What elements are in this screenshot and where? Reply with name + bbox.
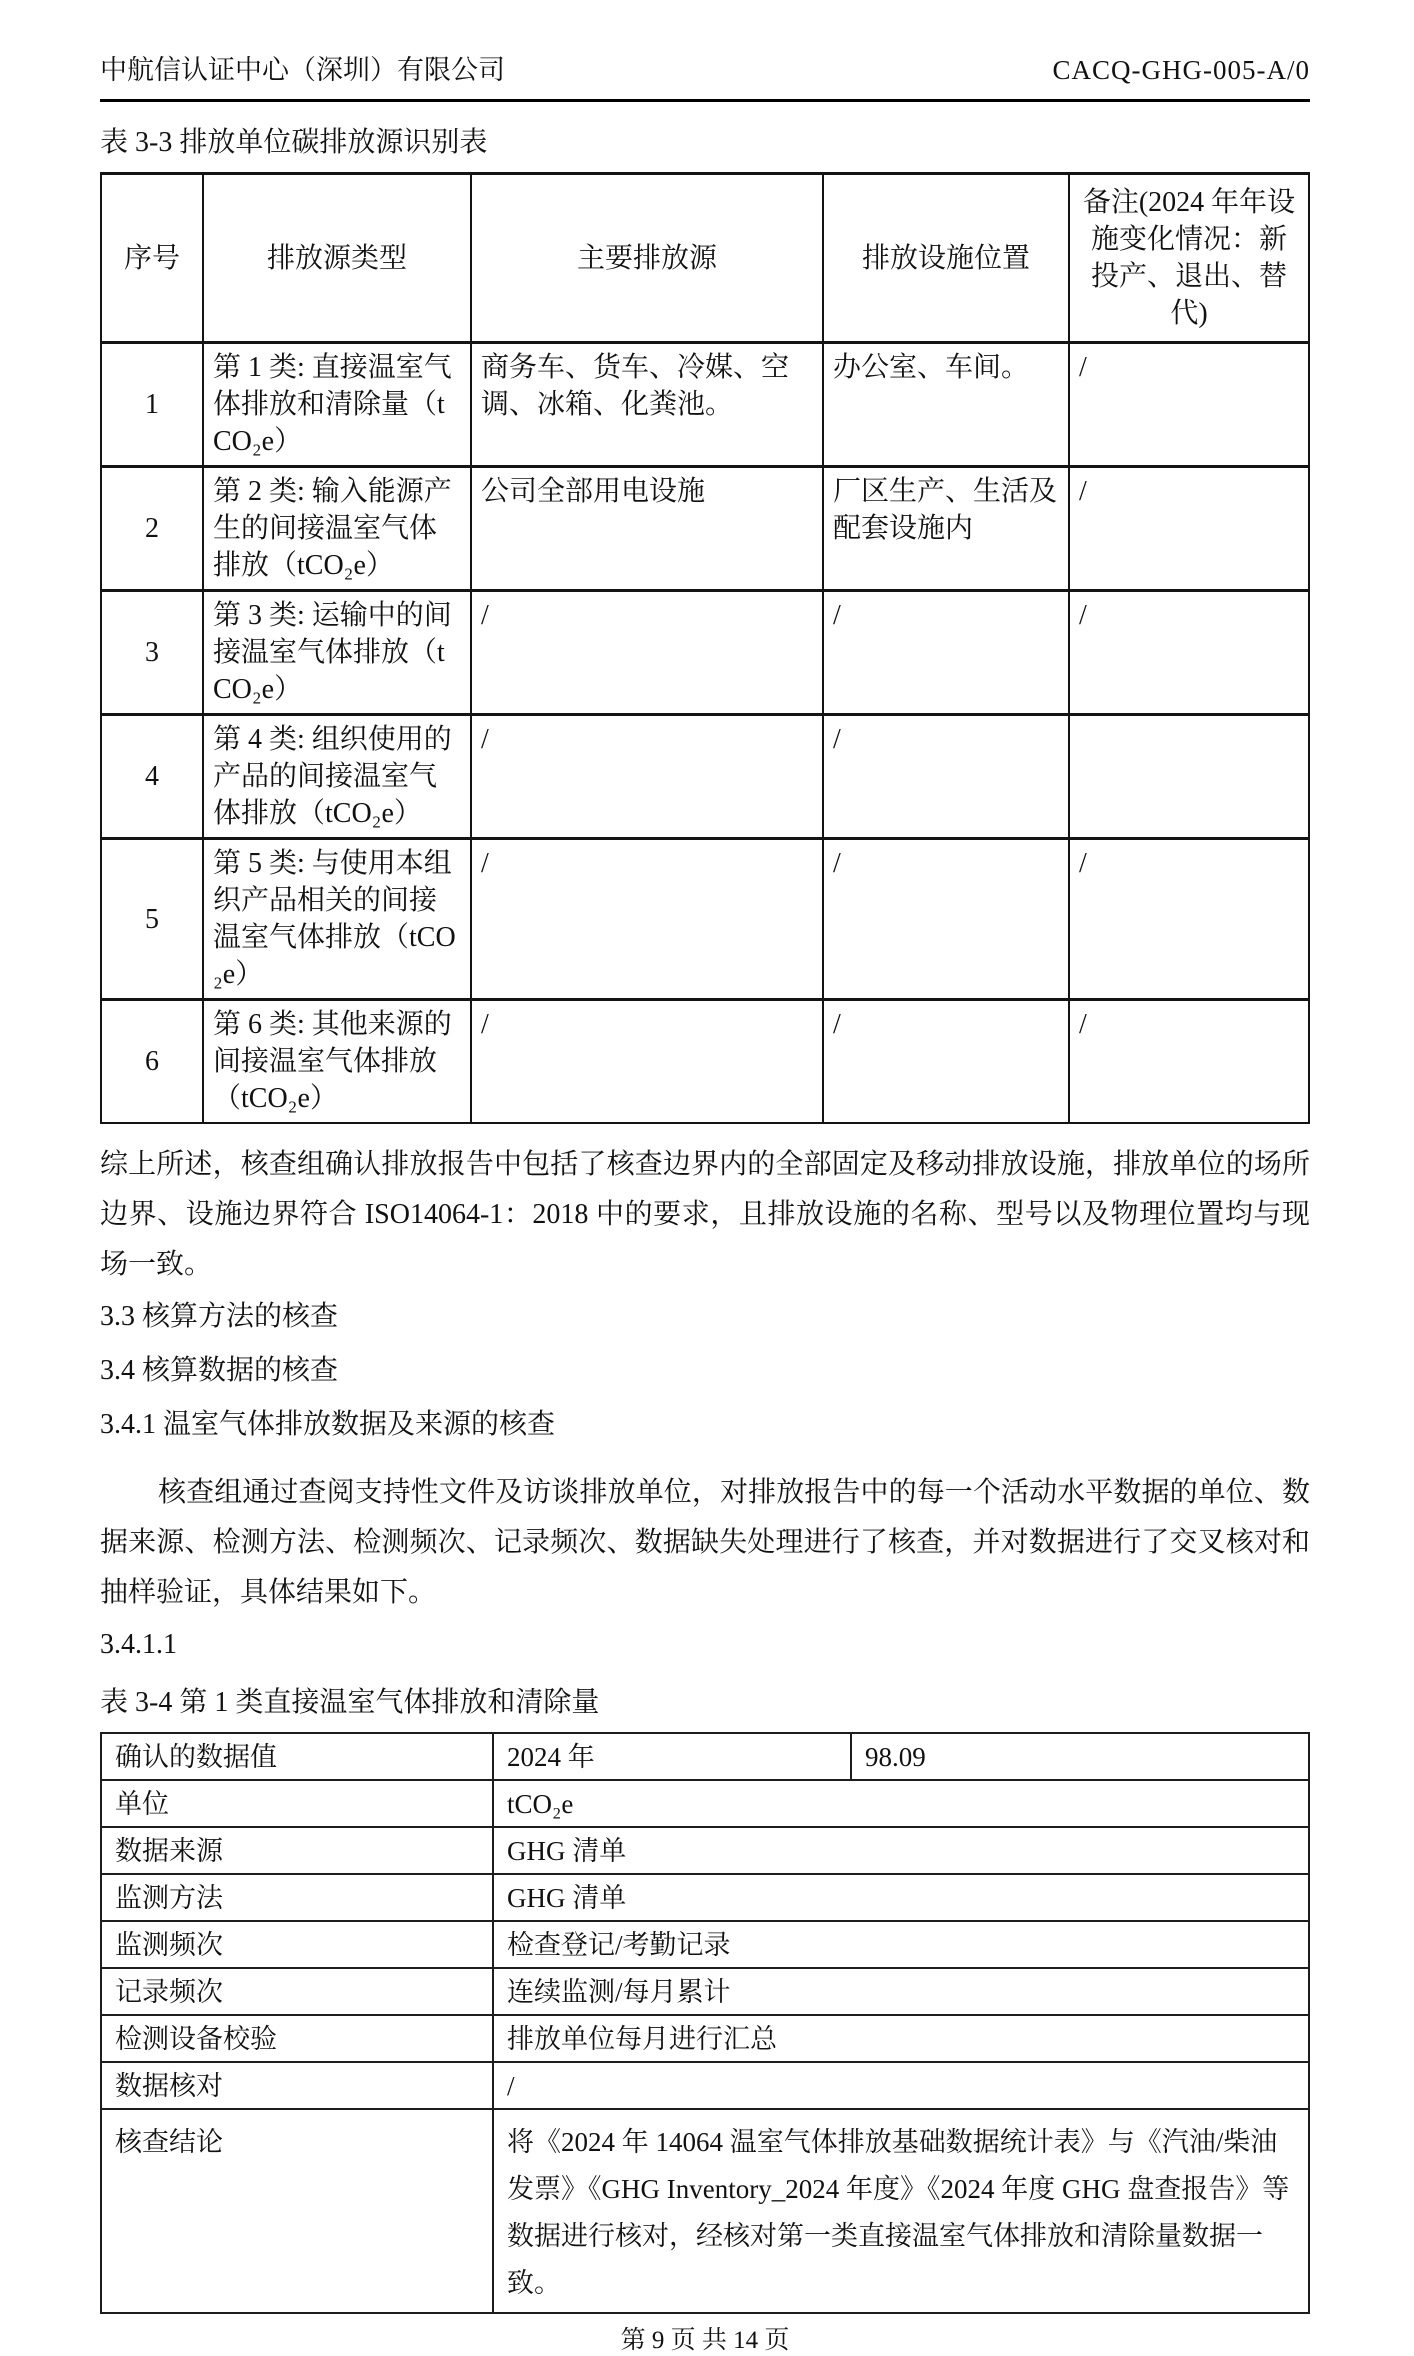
t33-cell-location: /: [823, 715, 1069, 839]
t33-cell-type: 第 4 类: 组织使用的产品的间接温室气体排放（tCO₂e）: [203, 715, 471, 839]
t34-value: 排放单位每月进行汇总: [493, 2015, 1309, 2062]
t33-cell-remark: /: [1069, 839, 1309, 1000]
t33-cell-no: 1: [101, 343, 203, 467]
t33-cell-no: 6: [101, 1000, 203, 1124]
t33-col-no: 序号: [101, 174, 203, 343]
table-row: [101, 839, 1309, 1000]
table-3-3-header-row: [101, 174, 1309, 343]
t34-value: 连续监测/每月累计: [493, 1968, 1309, 2015]
table-row: [101, 2062, 1309, 2109]
t34-label: 数据来源: [101, 1827, 493, 1874]
t34-value: GHG 清单: [493, 1874, 1309, 1921]
method-paragraph: 核查组通过查阅支持性文件及访谈排放单位，对排放报告中的每一个活动水平数据的单位、数据来源、检测方法、检测频次、记录频次、数据缺失处理进行了核查，并对数据进行了交叉核对和抽样验证，具体结果如下。: [100, 1477, 1310, 1608]
t33-cell-no: 3: [101, 591, 203, 715]
t33-cell-sources: /: [471, 839, 823, 1000]
section-heading-3-4: 3.4 核算数据的核查: [100, 1355, 339, 1386]
t33-col-type: 排放源类型: [203, 174, 471, 343]
t33-cell-remark: /: [1069, 467, 1309, 591]
t33-cell-remark: /: [1069, 1000, 1309, 1124]
t34-label: 监测方法: [101, 1874, 493, 1921]
t34-label: 核查结论: [101, 2109, 493, 2313]
header-doc-code: CACQ-GHG-005-A/0: [1052, 55, 1310, 85]
table-3-4: [100, 1732, 1310, 2314]
t33-cell-remark: /: [1069, 343, 1309, 467]
t33-cell-sources: /: [471, 1000, 823, 1124]
t33-cell-type: 第 6 类: 其他来源的间接温室气体排放（tCO₂e）: [203, 1000, 471, 1124]
t33-cell-location: /: [823, 1000, 1069, 1124]
t34-label: 数据核对: [101, 2062, 493, 2109]
table-row: [101, 2109, 1309, 2313]
t33-col-remark: 备注(2024 年年设施变化情况：新投产、退出、替代): [1069, 174, 1309, 343]
header-company-name: 中航信认证中心（深圳）有限公司: [100, 55, 505, 85]
table-3-3: [100, 172, 1310, 1124]
table-row: [101, 1780, 1309, 1827]
t34-period: 2024 年: [493, 1733, 851, 1780]
t33-cell-remark: [1069, 715, 1309, 839]
table-row: [101, 1733, 1309, 1780]
summary-paragraph: 综上所述，核查组确认排放报告中包括了核查边界内的全部固定及移动排放设施，排放单位的场所边界、设施边界符合 ISO14064-1：2018 中的要求，且排放设施的名称、型号以及物理位置均与现场一致。: [100, 1149, 1310, 1280]
section-heading-3-4-1: 3.4.1 温室气体排放数据及来源的核查: [100, 1409, 556, 1440]
table-row: [101, 1921, 1309, 1968]
section-heading-3-4-1-1: 3.4.1.1: [100, 1629, 177, 1660]
t33-cell-type: 第 2 类: 输入能源产生的间接温室气体排放（tCO₂e）: [203, 467, 471, 591]
t34-value: 检查登记/考勤记录: [493, 1921, 1309, 1968]
t33-cell-location: 厂区生产、生活及配套设施内: [823, 467, 1069, 591]
t33-col-location: 排放设施位置: [823, 174, 1069, 343]
t33-cell-sources: /: [471, 591, 823, 715]
t33-cell-no: 5: [101, 839, 203, 1000]
t34-value: 98.09: [851, 1733, 1309, 1780]
t33-cell-sources: 公司全部用电设施: [471, 467, 823, 591]
t33-cell-remark: /: [1069, 591, 1309, 715]
table-row: [101, 1968, 1309, 2015]
table-3-3-title: 表 3-3 排放单位碳排放源识别表: [100, 127, 488, 158]
page-header: [100, 54, 1310, 102]
t33-cell-location: 办公室、车间。: [823, 343, 1069, 467]
page-number-text: 第 9 页 共 14 页: [620, 2327, 790, 2354]
t33-cell-type: 第 5 类: 与使用本组织产品相关的间接温室气体排放（tCO₂e）: [203, 839, 471, 1000]
table-row: [101, 343, 1309, 467]
t34-value: 将《2024 年 14064 温室气体排放基础数据统计表》与《汽油/柴油发票》《GHG Inventory_2024 年度》《2024 年度 GHG 盘查报告》等数据进行核对，经核对第一类直接温室气体排放和清除量数据一致。: [493, 2109, 1309, 2313]
t33-cell-no: 4: [101, 715, 203, 839]
t34-value: tCO₂e: [493, 1780, 1309, 1827]
t33-col-sources: 主要排放源: [471, 174, 823, 343]
t34-value: GHG 清单: [493, 1827, 1309, 1874]
t34-value: /: [493, 2062, 1309, 2109]
table-row: [101, 591, 1309, 715]
table-row: [101, 1874, 1309, 1921]
section-heading-3-3: 3.3 核算方法的核查: [100, 1301, 339, 1332]
t34-label: 确认的数据值: [101, 1733, 493, 1780]
t33-cell-sources: 商务车、货车、冷媒、空调、冰箱、化粪池。: [471, 343, 823, 467]
t34-label: 监测频次: [101, 1921, 493, 1968]
table-row: [101, 467, 1309, 591]
table-row: [101, 1827, 1309, 1874]
t33-cell-location: /: [823, 839, 1069, 1000]
table-row: [101, 2015, 1309, 2062]
t34-label: 记录频次: [101, 1968, 493, 2015]
t34-label: 检测设备校验: [101, 2015, 493, 2062]
table-row: [101, 1000, 1309, 1124]
table-3-4-title: 表 3-4 第 1 类直接温室气体排放和清除量: [100, 1687, 600, 1718]
t33-cell-no: 2: [101, 467, 203, 591]
table-row: [101, 715, 1309, 839]
t33-cell-location: /: [823, 591, 1069, 715]
t34-label: 单位: [101, 1780, 493, 1827]
t33-cell-type: 第 1 类: 直接温室气体排放和清除量（tCO₂e）: [203, 343, 471, 467]
page-footer: [100, 2326, 1310, 2356]
t33-cell-sources: /: [471, 715, 823, 839]
t33-cell-type: 第 3 类: 运输中的间接温室气体排放（tCO₂e）: [203, 591, 471, 715]
